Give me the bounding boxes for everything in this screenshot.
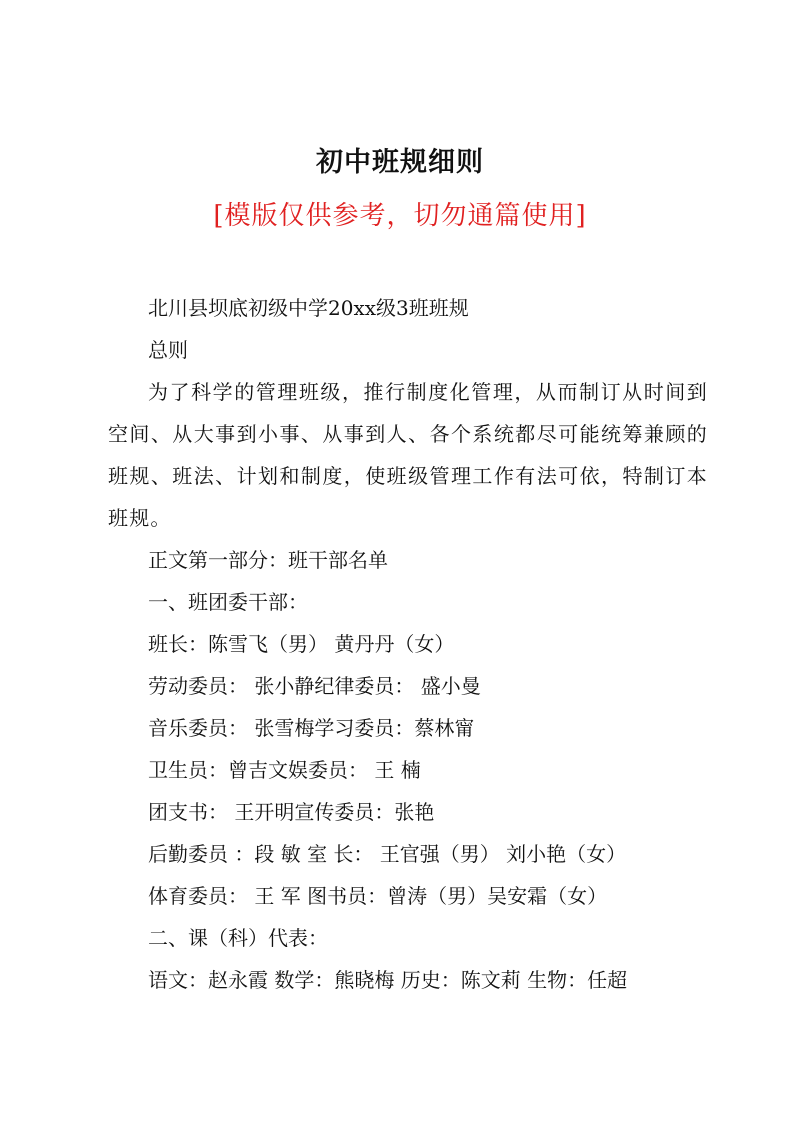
class-committee-heading: 一、班团委干部：	[148, 590, 308, 614]
school-class-heading: 北川县坝底初级中学20xx级3班班规	[148, 296, 469, 320]
list-item: 体育委员： 王 军 图书员：曾涛（男）吴安霜（女）	[148, 884, 608, 908]
document-title: 初中班规细则	[316, 147, 484, 178]
template-notice: [模版仅供参考，切勿通篇使用]	[213, 201, 587, 231]
list-item: 团支书： 王开明宣传委员：张艳	[148, 800, 435, 824]
list-item: 卫生员：曾吉文娱委员： 王 楠	[148, 758, 421, 782]
section-general-heading: 总则	[148, 338, 188, 362]
list-item: 语文：赵永霞 数学：熊晓梅 历史：陈文莉 生物：任超	[148, 968, 628, 992]
document-body	[108, 287, 708, 1001]
subject-reps-heading: 二、课（科）代表：	[148, 926, 328, 950]
list-item: 后勤委员 ：段 敏 室 长： 王官强（男） 刘小艳（女）	[148, 842, 627, 866]
list-item: 劳动委员： 张小静纪律委员： 盛小曼	[148, 674, 481, 698]
list-item: 音乐委员： 张雪梅学习委员：蔡林甯	[148, 716, 475, 740]
part-one-heading: 正文第一部分：班干部名单	[148, 548, 388, 572]
general-principles-paragraph: 为了科学的管理班级，推行制度化管理，从而制订从时间到空间、从大事到小事、从事到人、各个系统都尽可能统筹兼顾的班规、班法、计划和制度，使班级管理工作有法可依，特制订本班规。	[108, 380, 708, 530]
list-item: 班长：陈雪飞（男） 黄丹丹（女）	[148, 632, 455, 656]
